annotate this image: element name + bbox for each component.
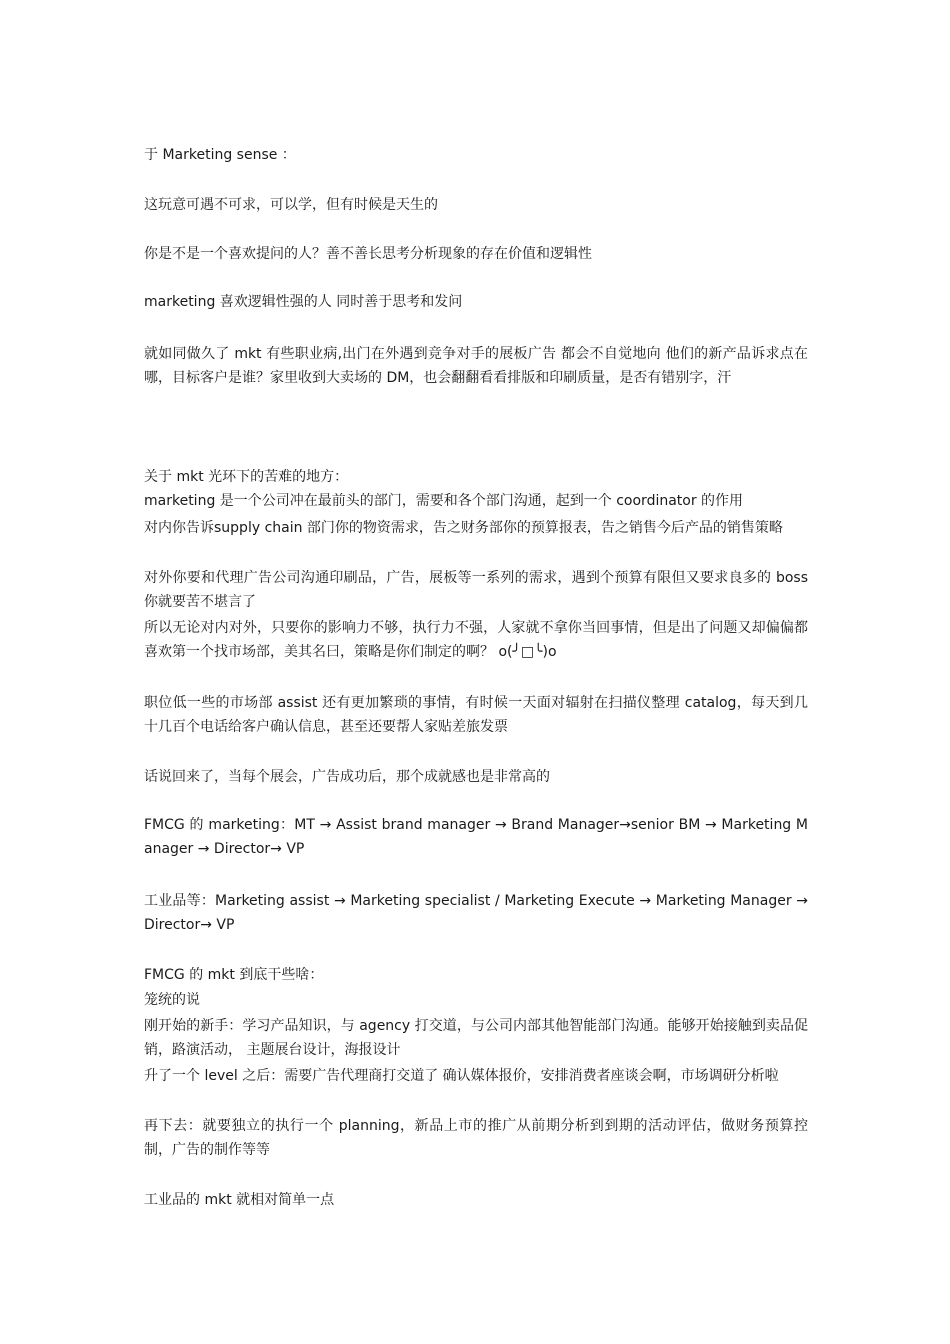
paragraph-internal: 对内你告诉supply chain 部门你的物资需求，告之财务部你的预算报表，告之销售今后产品的销售策略 xyxy=(144,520,783,536)
paragraph-influence: 所以无论对内对外，只要你的影响力不够，执行力不强，人家就不拿你当回事情，但是出了问题又却偏偏都喜欢第一个找市场部，美其名曰，策略是你们制定的啊？ o(╯□╰)o xyxy=(144,620,808,660)
paragraph-beginner: 刚开始的新手：学习产品知识，与 agency 打交道，与公司内部其他智能部门沟通。能够开始接触到卖品促销，路演活动， 主题展台设计，海报设计 xyxy=(144,1018,808,1058)
paragraph-logic: marketing 喜欢逻辑性强的人 同时善于思考和发问 xyxy=(144,294,463,310)
paragraph-question: 你是不是一个喜欢提问的人？善不善长思考分析现象的存在价值和逻辑性 xyxy=(144,246,592,262)
paragraph-achievement: 话说回来了，当每个展会，广告成功后，那个成就感也是非常高的 xyxy=(144,769,550,785)
paragraph-assist: 职位低一些的市场部 assist 还有更加繁琐的事情，有时候一天面对辐射在扫描仪整理 catalog，每天到几十几百个电话给客户确认信息，甚至还要帮人家贴差旅发票 xyxy=(144,695,808,735)
paragraph-industrial-mkt: 工业品的 mkt 就相对简单一点 xyxy=(144,1192,335,1208)
paragraph-hardship-heading: 关于 mkt 光环下的苦难的地方： xyxy=(144,469,349,485)
paragraph-coordinator: marketing 是一个公司冲在最前头的部门，需要和各个部门沟通，起到一个 coordinator 的作用 xyxy=(144,493,744,509)
paragraph-external: 对外你要和代理广告公司沟通印刷品，广告，展板等一系列的需求，遇到个预算有限但又要求良多的 boss 你就要苦不堪言了 xyxy=(144,570,808,610)
paragraph-innate: 这玩意可遇不可求，可以学，但有时候是天生的 xyxy=(144,197,438,213)
paragraph-level-up: 升了一个 level 之后：需要广告代理商打交道了 确认媒体报价，安排消费者座谈会啊，市场调研分析啦 xyxy=(144,1068,779,1084)
paragraph-generally: 笼统的说 xyxy=(144,992,200,1008)
paragraph-fmcg-career-path: FMCG 的 marketing：MT → Assist brand manager → Brand Manager→senior BM → Marketing Manager → Director→ VP xyxy=(144,817,808,857)
paragraph-fmcg-duties-heading: FMCG 的 mkt 到底干些啥： xyxy=(144,967,324,983)
paragraph-planning: 再下去：就要独立的执行一个 planning，新品上市的推广从前期分析到到期的活动评估，做财务预算控制，广告的制作等等 xyxy=(144,1118,808,1158)
paragraph-occupational-habit: 就如同做久了 mkt 有些职业病,出门在外遇到竞争对手的展板广告 都会不自觉地向 他们的新产品诉求点在哪，目标客户是谁？家里收到大卖场的 DM，也会翻翻看看排版和印刷质量，是否有错别字，汗 xyxy=(144,346,808,386)
paragraph-industrial-career-path: 工业品等：Marketing assist → Marketing specialist / Marketing Execute → Marketing Manager → Director→ VP xyxy=(144,893,808,933)
paragraph-marketing-sense: 于 Marketing sense ： xyxy=(144,147,296,163)
